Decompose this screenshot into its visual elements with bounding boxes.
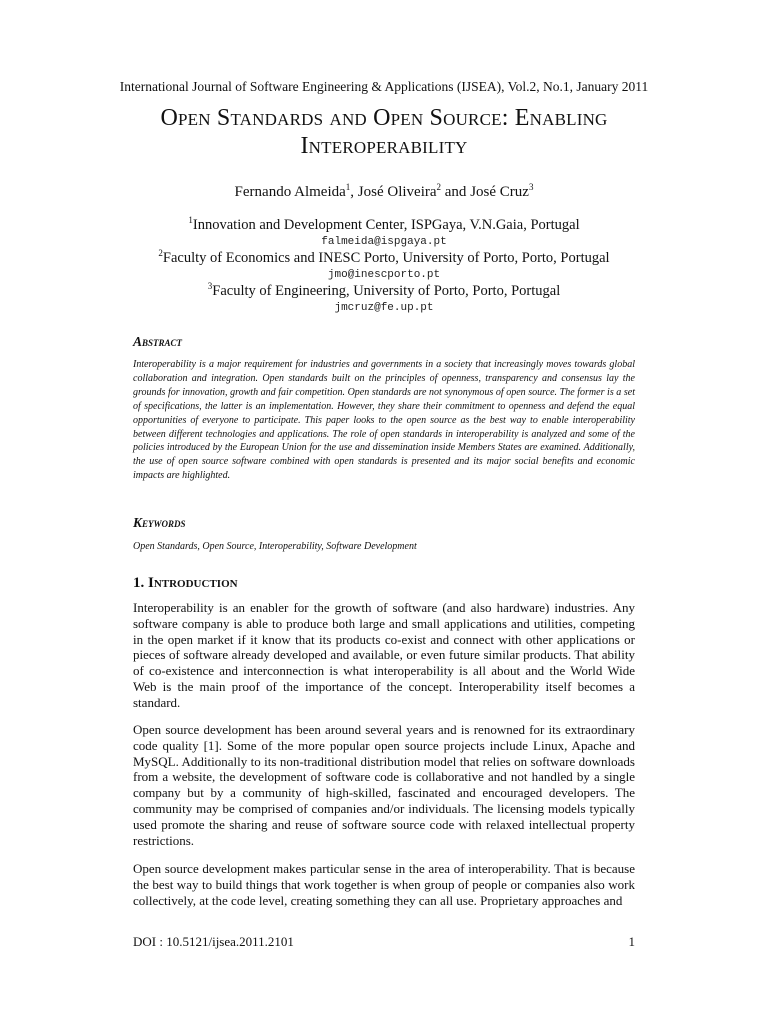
author-name: Fernando Almeida [234, 184, 346, 200]
affiliation-mark: 2 [158, 248, 163, 259]
abstract-body: Interoperability is a major requirement for industries and governments in a society that increasingly moves towards global collaboration and integration. Open standards built on the principles of openness, transparency and consensus lay the grounds for innovation, growth and fair competition. Open standards are not synonymous of open source. The former is a set of specifications, the latter is an implementation. However, they share their commitment to openness and defend the equal opportunities of everyone to participate. This paper looks to the open source as the best way to enable interoperability between different technologies and applications. The role of open standards in interoperability is analyzed and some of the policies introduced by the European Union for the use and dissemination inside Members States are examined. Additionally, the use of open source software combined with open standards is presented and its major social benefits and economic impacts are highlighted. [133, 359, 635, 482]
author-email-link[interactable]: falmeida@ispgaya.pt [321, 236, 447, 248]
author-separator: , [350, 184, 358, 200]
author-affiliation-mark: 2 [436, 182, 442, 192]
keywords-heading: Keywords [133, 515, 186, 530]
title-line-2: Interoperability [300, 133, 468, 159]
title-line-1: Open Standards and Open Source: Enabling [160, 105, 608, 131]
author-email-link[interactable]: jmcruz@fe.up.pt [334, 302, 434, 314]
abstract-heading: Abstract [133, 334, 183, 349]
journal-header: International Journal of Software Engineering & Applications (IJSEA), Vol.2, No.1, January 2011 [119, 79, 649, 94]
affiliation-text: Innovation and Development Center, ISPGaya, V.N.Gaia, Portugal [192, 217, 580, 233]
introduction-paragraph-2: Open source development has been around several years and is renowned for its extraordinary code quality [1]. Some of the more popular open source projects include Linux, Apache and MySQL. Additionally to its non-traditional distribution model that relies on software downloads from a website, the development of software code is collaborative and not handled by a single company but by a community of high-skilled, fascinated and encouraged developers. The community may be comprised of companies and/or individuals. The licensing models typically used promote the sharing and reuse of software source code with relaxed intellectual property restrictions. [133, 722, 635, 848]
author-name: José Cruz [470, 184, 529, 200]
introduction-paragraph-3: Open source development makes particular sense in the area of interoperability. That is because the best way to build things that work together is when group of people or companies also work collectively, at the code level, creating something they can all use. Proprietary approaches and [133, 861, 635, 908]
affiliations [0, 216, 768, 315]
author-affiliation-mark: 3 [528, 182, 534, 192]
page-number: 1 [628, 934, 635, 949]
affiliation-mark: 3 [207, 281, 213, 292]
author-email-link[interactable]: jmo@inescporto.pt [327, 269, 441, 281]
affiliation [0, 249, 768, 268]
author-name: José Oliveira [357, 184, 437, 200]
affiliation-text: Faculty of Engineering, University of Porto, Porto, Portugal [212, 283, 561, 299]
affiliation [0, 282, 768, 301]
author-affiliation-mark: 1 [345, 182, 351, 192]
author-list [0, 184, 768, 201]
affiliation-text: Faculty of Economics and INESC Porto, University of Porto, Porto, Portugal [162, 250, 610, 266]
doi-footer: DOI : 10.5121/ijsea.2011.2101 [133, 934, 294, 949]
keywords-body: Open Standards, Open Source, Interoperability, Software Development [133, 541, 417, 552]
author-separator: and [441, 184, 471, 200]
introduction-heading: 1. Introduction [133, 575, 238, 591]
affiliation [0, 216, 768, 235]
paper-title [0, 104, 768, 160]
affiliation-mark: 1 [188, 215, 193, 226]
introduction-paragraph-1: Interoperability is an enabler for the growth of software (and also hardware) industries. Any software company is able to produce both large and small applications and utilities, competing in the open market if it know that its products co-exist and connect with other applications or pieces of software already developed and available, or even future similar products. That ability of co-existence and interconnection is what interoperability is all about and the World Wide Web is the main proof of the importance of the concept. Interoperability itself becomes a standard. [133, 600, 635, 710]
